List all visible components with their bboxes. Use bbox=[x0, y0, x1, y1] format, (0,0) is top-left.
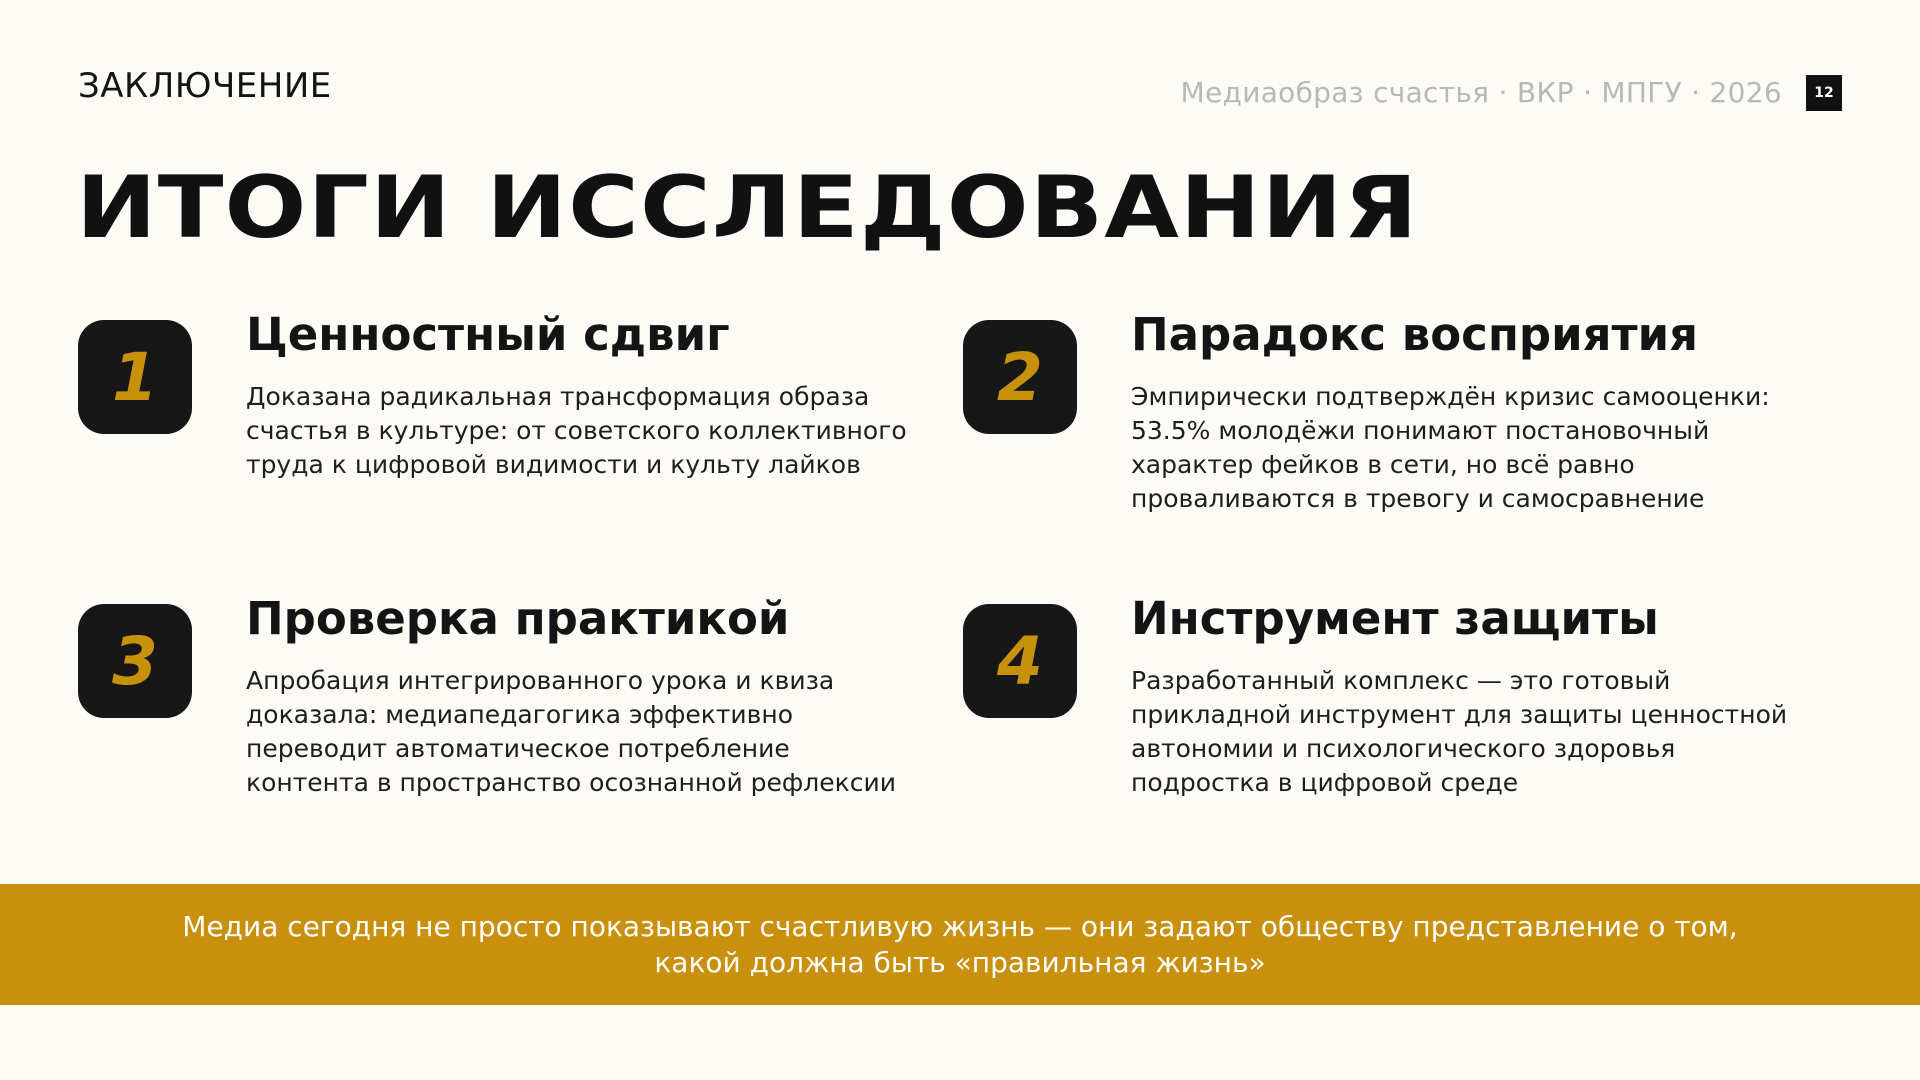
finding-text-line: контента в пространство осознанной рефлексии bbox=[246, 768, 896, 797]
finding-text-line: труда к цифровой видимости и культу лайков bbox=[246, 450, 861, 479]
page-title: ИТОГИ ИССЛЕДОВАНИЯ bbox=[76, 158, 1419, 258]
banner-line: какой должна быть «правильная жизнь» bbox=[654, 945, 1266, 979]
finding-text-line: характер фейков в сети, но всё равно bbox=[1131, 450, 1635, 479]
finding-text-line: Апробация интегрированного урока и квиза bbox=[246, 666, 835, 695]
page-number-badge: 12 bbox=[1806, 75, 1842, 111]
finding-title: Ценностный сдвиг bbox=[246, 308, 730, 361]
finding-text bbox=[246, 664, 936, 800]
finding-text-line: переводит автоматическое потребление bbox=[246, 734, 790, 763]
number-badge bbox=[78, 604, 192, 718]
finding-text-line: доказала: медиапедагогика эффективно bbox=[246, 700, 794, 729]
number-label: 4 bbox=[997, 622, 1043, 700]
finding-text bbox=[1131, 380, 1821, 516]
finding-text-line: прикладной инструмент для защиты ценностной bbox=[1131, 700, 1788, 729]
section-label: ЗАКЛЮЧЕНИЕ bbox=[78, 66, 332, 106]
finding-text bbox=[246, 380, 936, 482]
finding-text-line: Разработанный комплекс — это готовый bbox=[1131, 666, 1671, 695]
number-label: 2 bbox=[997, 338, 1043, 416]
finding-text bbox=[1131, 664, 1821, 800]
number-badge bbox=[78, 320, 192, 434]
finding-title: Парадокс восприятия bbox=[1131, 308, 1699, 361]
finding-text-line: проваливаются в тревогу и самосравнение bbox=[1131, 484, 1705, 513]
presentation-meta: Медиаобраз счастья · ВКР · МПГУ · 2026 bbox=[1180, 76, 1782, 109]
number-label: 3 bbox=[112, 622, 158, 700]
number-badge bbox=[963, 604, 1077, 718]
finding-text-line: 53.5% молодёжи понимают постановочный bbox=[1131, 416, 1710, 445]
number-label: 1 bbox=[112, 338, 158, 416]
finding-title: Инструмент защиты bbox=[1131, 592, 1659, 645]
banner-line: Медиа сегодня не просто показывают счастливую жизнь — они задают обществу представление о том, bbox=[182, 909, 1738, 943]
finding-text-line: подростка в цифровой среде bbox=[1131, 768, 1519, 797]
finding-text-line: Эмпирически подтверждён кризис самооценки: bbox=[1131, 382, 1770, 411]
finding-text-line: Доказана радикальная трансформация образа bbox=[246, 382, 870, 411]
finding-text-line: счастья в культуре: от советского коллективного bbox=[246, 416, 907, 445]
conclusion-banner bbox=[0, 884, 1920, 1005]
finding-title: Проверка практикой bbox=[246, 592, 790, 645]
number-badge bbox=[963, 320, 1077, 434]
finding-text-line: автономии и психологического здоровья bbox=[1131, 734, 1676, 763]
